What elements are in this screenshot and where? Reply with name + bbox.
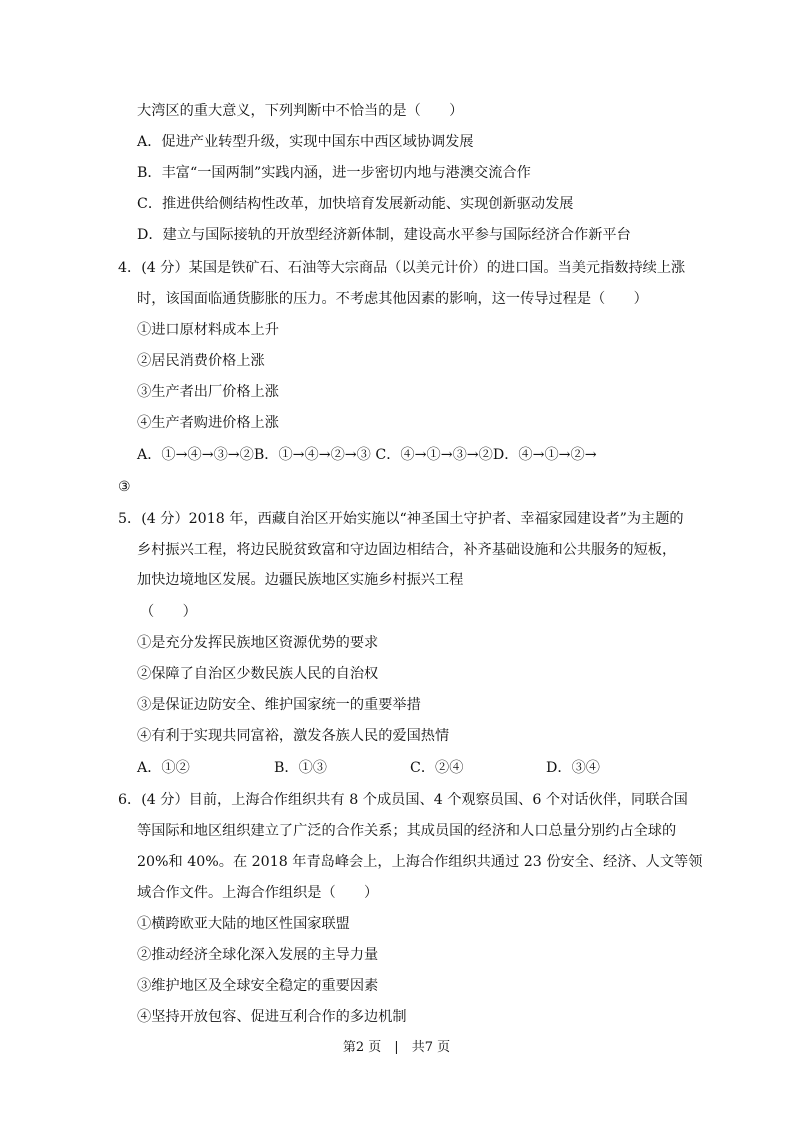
q5-option-a: A．①② [137,760,190,776]
q3-option-a: A．促进产业转型升级，实现中国东中西区域协调发展 [137,134,474,150]
q6-stem-line-3: 20%和 40%。在 2018 年青岛峰会上，上海合作组织共通过 23 份安全、经济、人文等领 [137,854,703,870]
q6-item-1: ①横跨欧亚大陆的地区性国家联盟 [137,916,350,932]
q4-item-3: ③生产者出厂价格上涨 [137,384,279,400]
q5-option-b: B．①③ [274,760,327,776]
q5-stem-line-3: 加快边境地区发展。边疆民族地区实施乡村振兴工程 [137,572,464,588]
q5-item-4: ④有利于实现共同富裕，激发各族人民的爱国热情 [137,728,450,744]
q4-stem-line-1: 4．(4 分）某国是铁矿石、石油等大宗商品（以美元计价）的进口国。当美元指数持续上涨 [118,260,686,276]
q3-stem-tail: 大湾区的重大意义，下列判断中不恰当的是（ ） [137,103,464,119]
q3-option-c: C．推进供给侧结构性改革，加快培育发展新动能、实现创新驱动发展 [137,196,574,212]
q5-option-d: D．③④ [546,760,600,776]
q5-stem-line-2: 乡村振兴工程，将边民脱贫致富和守边固边相结合，补齐基础设施和公共服务的短板， [137,542,677,558]
page-footer: 第2 页 | 共7 页 [342,1040,451,1055]
q3-option-d: D．建立与国际接轨的开放型经济新体制，建设高水平参与国际经济合作新平台 [137,227,631,243]
q4-item-4: ④生产者购进价格上涨 [137,415,279,431]
q4-options: A．①→④→③→②B．①→④→②→③ C．④→①→③→②D．④→①→②→ [137,447,597,463]
q5-stem-line-1: 5．(4 分）2018 年，西藏自治区开始实施以“神圣国土守护者、幸福家园建设者”为主题的 [118,511,684,527]
q3-option-b: B．丰富“一国两制”实践内涵，进一步密切内地与港澳交流合作 [137,165,531,181]
q6-stem-line-2: 等国际和地区组织建立了广泛的合作关系；其成员国的经济和人口总量分别约占全球的 [137,823,677,839]
q6-stem-line-1: 6．(4 分）目前，上海合作组织共有 8 个成员国、4 个观察员国、6 个对话伙伴，同联合国 [118,792,688,808]
q5-option-c: C．②④ [410,760,464,776]
q4-stem-line-2: 时，该国面临通货膨胀的压力。不考虑其他因素的影响，这一传导过程是（ ） [137,291,648,307]
q4-item-1: ①进口原材料成本上升 [137,322,279,338]
q6-stem-line-4: 域合作文件。上海合作组织是（ ） [137,885,379,901]
q4-item-2: ②居民消费价格上涨 [137,353,265,369]
q6-item-2: ②推动经济全球化深入发展的主导力量 [137,947,379,963]
q5-item-3: ③是保证边防安全、维护国家统一的重要举措 [137,697,421,713]
q4-options-wrap: ③ [118,479,131,495]
q5-item-1: ①是充分发挥民族地区资源优势的要求 [137,635,379,651]
q6-item-4: ④坚持开放包容、促进互利合作的多边机制 [137,1009,407,1025]
q6-item-3: ③维护地区及全球安全稳定的重要因素 [137,978,379,994]
q5-item-2: ②保障了自治区少数民族人民的自治权 [137,666,379,682]
q5-answer-blank: （ ） [140,604,197,620]
